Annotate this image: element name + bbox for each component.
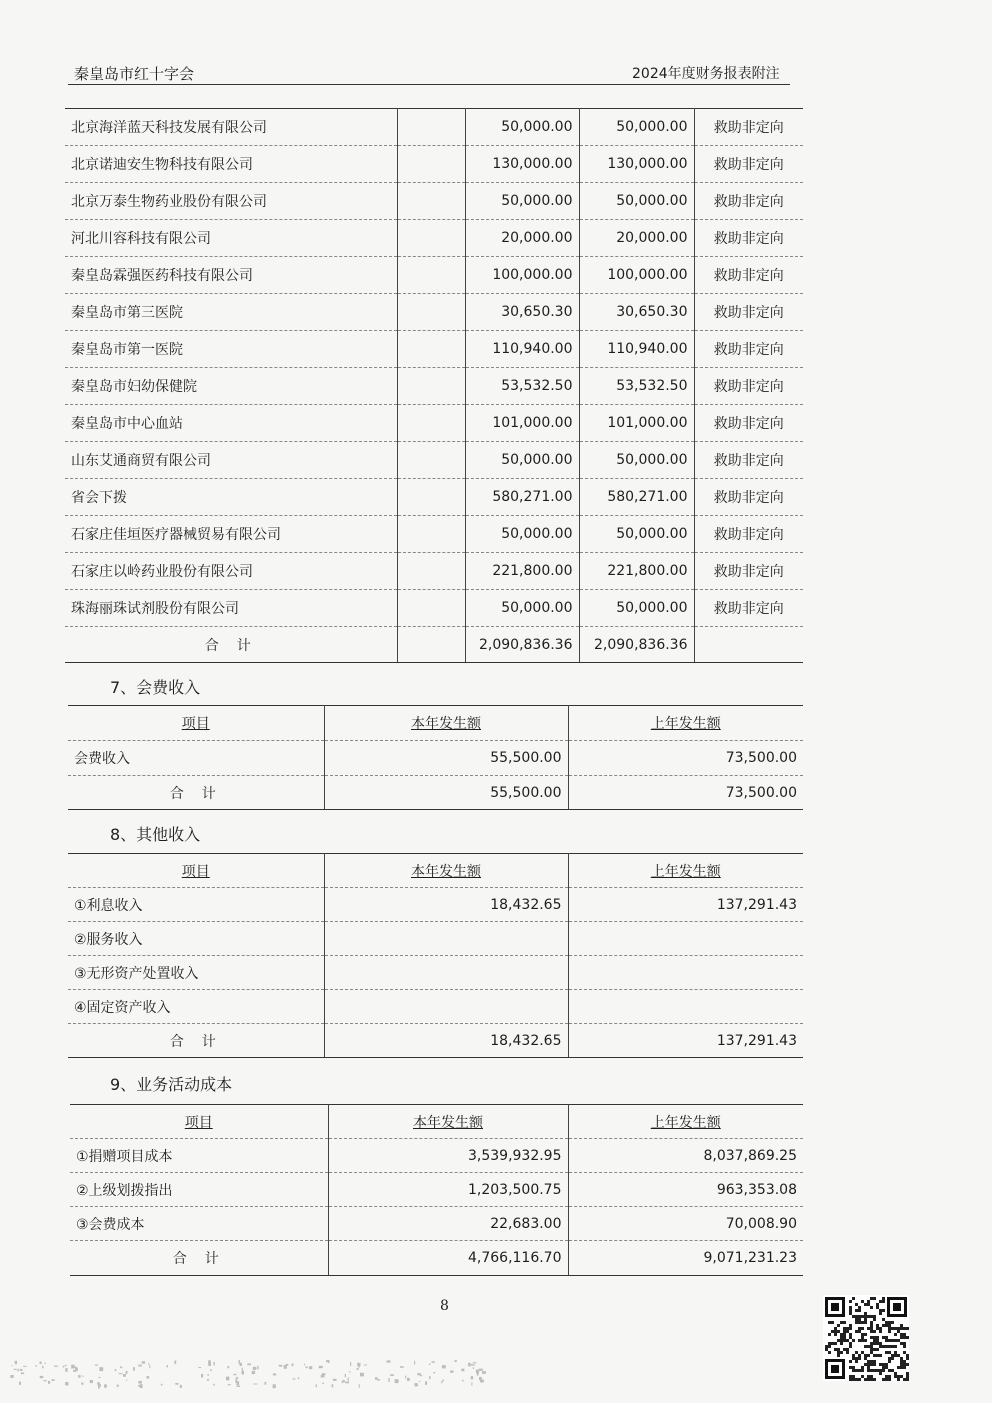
donor-name: 秦皇岛市中心血站: [65, 405, 397, 442]
col-header-current: 本年发生额: [324, 854, 568, 888]
donation-type: 救助非定向: [694, 405, 803, 442]
blank-cell: [397, 109, 465, 146]
current-amount: [324, 956, 568, 990]
total-row: [70, 1241, 803, 1276]
previous-amount: 50,000.00: [579, 590, 694, 627]
total-row: [65, 627, 803, 663]
item-name: ①捐赠项目成本: [70, 1139, 328, 1173]
current-amount: 110,940.00: [465, 331, 579, 368]
donation-type: 救助非定向: [694, 220, 803, 257]
current-amount: 50,000.00: [465, 516, 579, 553]
current-amount: 20,000.00: [465, 220, 579, 257]
current-amount: 50,000.00: [465, 109, 579, 146]
col-header-item: 项目: [70, 1105, 328, 1139]
total-previous: 137,291.43: [568, 1024, 803, 1058]
previous-amount: [568, 990, 803, 1024]
previous-amount: 70,008.90: [568, 1207, 803, 1241]
header-row: [68, 854, 803, 888]
donor-name: 北京万泰生物药业股份有限公司: [65, 183, 397, 220]
current-amount: 55,500.00: [324, 741, 568, 776]
col-header-previous: 上年发生额: [568, 706, 803, 741]
item-name: 会费收入: [68, 741, 324, 776]
current-amount: 3,539,932.95: [328, 1139, 568, 1173]
blank-cell: [397, 183, 465, 220]
donor-name: 山东艾通商贸有限公司: [65, 442, 397, 479]
blank-cell: [397, 368, 465, 405]
previous-amount: 53,532.50: [579, 368, 694, 405]
table-row: [65, 553, 803, 590]
col-header-current: 本年发生额: [324, 706, 568, 741]
business-cost-table: [70, 1104, 803, 1276]
donor-name: 秦皇岛市第三医院: [65, 294, 397, 331]
item-name: ④固定资产收入: [68, 990, 324, 1024]
total-previous: 2,090,836.36: [579, 627, 694, 663]
col-header-item: 项目: [68, 854, 324, 888]
blank-cell: [397, 294, 465, 331]
donation-type: 救助非定向: [694, 146, 803, 183]
current-amount: 22,683.00: [328, 1207, 568, 1241]
blank-cell: [397, 553, 465, 590]
previous-amount: 8,037,869.25: [568, 1139, 803, 1173]
total-label: 合计: [70, 1241, 328, 1276]
table-row: [68, 990, 803, 1024]
previous-amount: [568, 956, 803, 990]
previous-amount: [568, 922, 803, 956]
total-current: 2,090,836.36: [465, 627, 579, 663]
donation-type: 救助非定向: [694, 516, 803, 553]
blank-cell: [397, 146, 465, 183]
table-row: [68, 956, 803, 990]
donor-name: 北京海洋蓝天科技发展有限公司: [65, 109, 397, 146]
table-row: [65, 257, 803, 294]
previous-amount: 20,000.00: [579, 220, 694, 257]
table-row: [65, 331, 803, 368]
table-row: [65, 294, 803, 331]
blank-cell: [397, 590, 465, 627]
previous-amount: 221,800.00: [579, 553, 694, 590]
header-org: 秦皇岛市红十字会: [74, 65, 195, 83]
col-header-item: 项目: [68, 706, 324, 741]
donation-type: 救助非定向: [694, 331, 803, 368]
table-row: [70, 1207, 803, 1241]
total-current: 55,500.00: [324, 776, 568, 810]
current-amount: 53,532.50: [465, 368, 579, 405]
table-row: [65, 109, 803, 146]
previous-amount: 50,000.00: [579, 516, 694, 553]
current-amount: 221,800.00: [465, 553, 579, 590]
col-header-current: 本年发生额: [328, 1105, 568, 1139]
total-row: [68, 1024, 803, 1058]
table-row: [68, 888, 803, 922]
current-amount: 130,000.00: [465, 146, 579, 183]
total-previous: 9,071,231.23: [568, 1241, 803, 1276]
item-name: ②服务收入: [68, 922, 324, 956]
previous-amount: 580,271.00: [579, 479, 694, 516]
donor-name: 珠海丽珠试剂股份有限公司: [65, 590, 397, 627]
current-amount: 1,203,500.75: [328, 1173, 568, 1207]
membership-fee-table: [68, 705, 803, 810]
previous-amount: 130,000.00: [579, 146, 694, 183]
previous-amount: 73,500.00: [568, 741, 803, 776]
current-amount: [324, 922, 568, 956]
previous-amount: 50,000.00: [579, 109, 694, 146]
item-name: ①利息收入: [68, 888, 324, 922]
header-report-title: 2024年度财务报表附注: [632, 66, 780, 82]
previous-amount: 101,000.00: [579, 405, 694, 442]
total-previous: 73,500.00: [568, 776, 803, 810]
header-row: [68, 706, 803, 741]
previous-amount: 100,000.00: [579, 257, 694, 294]
table-row: [65, 368, 803, 405]
total-row: [68, 776, 803, 810]
current-amount: 100,000.00: [465, 257, 579, 294]
table-row: [70, 1173, 803, 1207]
previous-amount: 50,000.00: [579, 183, 694, 220]
blank-cell: [397, 220, 465, 257]
table-row: [65, 220, 803, 257]
item-name: ②上级划拨指出: [70, 1173, 328, 1207]
blank-cell: [397, 331, 465, 368]
table-row: [68, 922, 803, 956]
current-amount: 50,000.00: [465, 183, 579, 220]
col-header-previous: 上年发生额: [568, 1105, 803, 1139]
donation-type: 救助非定向: [694, 183, 803, 220]
table-row: [68, 741, 803, 776]
qr-code-icon: [823, 1295, 909, 1381]
current-amount: 30,650.30: [465, 294, 579, 331]
table-row: [65, 146, 803, 183]
item-name: ③无形资产处置收入: [68, 956, 324, 990]
donor-name: 石家庄佳垣医疗器械贸易有限公司: [65, 516, 397, 553]
current-amount: 50,000.00: [465, 442, 579, 479]
donations-table: [65, 108, 803, 663]
table-row: [65, 479, 803, 516]
donation-type: 救助非定向: [694, 368, 803, 405]
table-row: [65, 516, 803, 553]
current-amount: 18,432.65: [324, 888, 568, 922]
table-row: [65, 183, 803, 220]
header-row: [70, 1105, 803, 1139]
donation-type: 救助非定向: [694, 109, 803, 146]
donation-type: 救助非定向: [694, 294, 803, 331]
total-current: 18,432.65: [324, 1024, 568, 1058]
blank-cell: [397, 405, 465, 442]
total-label: 合计: [68, 776, 324, 810]
total-label: 合计: [65, 627, 397, 663]
previous-amount: 137,291.43: [568, 888, 803, 922]
header-rule: [68, 84, 790, 85]
donor-name: 秦皇岛市第一医院: [65, 331, 397, 368]
scan-noise: [8, 1352, 488, 1392]
previous-amount: 50,000.00: [579, 442, 694, 479]
blank-cell: [397, 442, 465, 479]
section-9-title: 9、业务活动成本: [110, 1075, 233, 1094]
donor-name: 北京诺迪安生物科技有限公司: [65, 146, 397, 183]
donor-name: 河北川容科技有限公司: [65, 220, 397, 257]
blank-cell: [397, 516, 465, 553]
previous-amount: 963,353.08: [568, 1173, 803, 1207]
total-current: 4,766,116.70: [328, 1241, 568, 1276]
current-amount: 101,000.00: [465, 405, 579, 442]
blank-cell: [397, 627, 465, 663]
donation-type: 救助非定向: [694, 590, 803, 627]
total-label: 合计: [68, 1024, 324, 1058]
previous-amount: 110,940.00: [579, 331, 694, 368]
table-row: [65, 442, 803, 479]
donor-name: 石家庄以岭药业股份有限公司: [65, 553, 397, 590]
item-name: ③会费成本: [70, 1207, 328, 1241]
current-amount: 50,000.00: [465, 590, 579, 627]
donation-type: 救助非定向: [694, 257, 803, 294]
donation-type: 救助非定向: [694, 442, 803, 479]
previous-amount: 30,650.30: [579, 294, 694, 331]
section-8-title: 8、其他收入: [110, 825, 201, 844]
donation-type: 救助非定向: [694, 553, 803, 590]
blank-cell: [397, 257, 465, 294]
page-number: 8: [440, 1298, 449, 1314]
current-amount: [324, 990, 568, 1024]
donor-name: 秦皇岛市妇幼保健院: [65, 368, 397, 405]
table-row: [65, 590, 803, 627]
col-header-previous: 上年发生额: [568, 854, 803, 888]
blank-cell: [397, 479, 465, 516]
other-income-table: [68, 853, 803, 1058]
blank-cell: [694, 627, 803, 663]
current-amount: 580,271.00: [465, 479, 579, 516]
table-row: [65, 405, 803, 442]
donor-name: 秦皇岛霖强医药科技有限公司: [65, 257, 397, 294]
section-7-title: 7、会费收入: [110, 678, 201, 697]
donation-type: 救助非定向: [694, 479, 803, 516]
donor-name: 省会下拨: [65, 479, 397, 516]
table-row: [70, 1139, 803, 1173]
